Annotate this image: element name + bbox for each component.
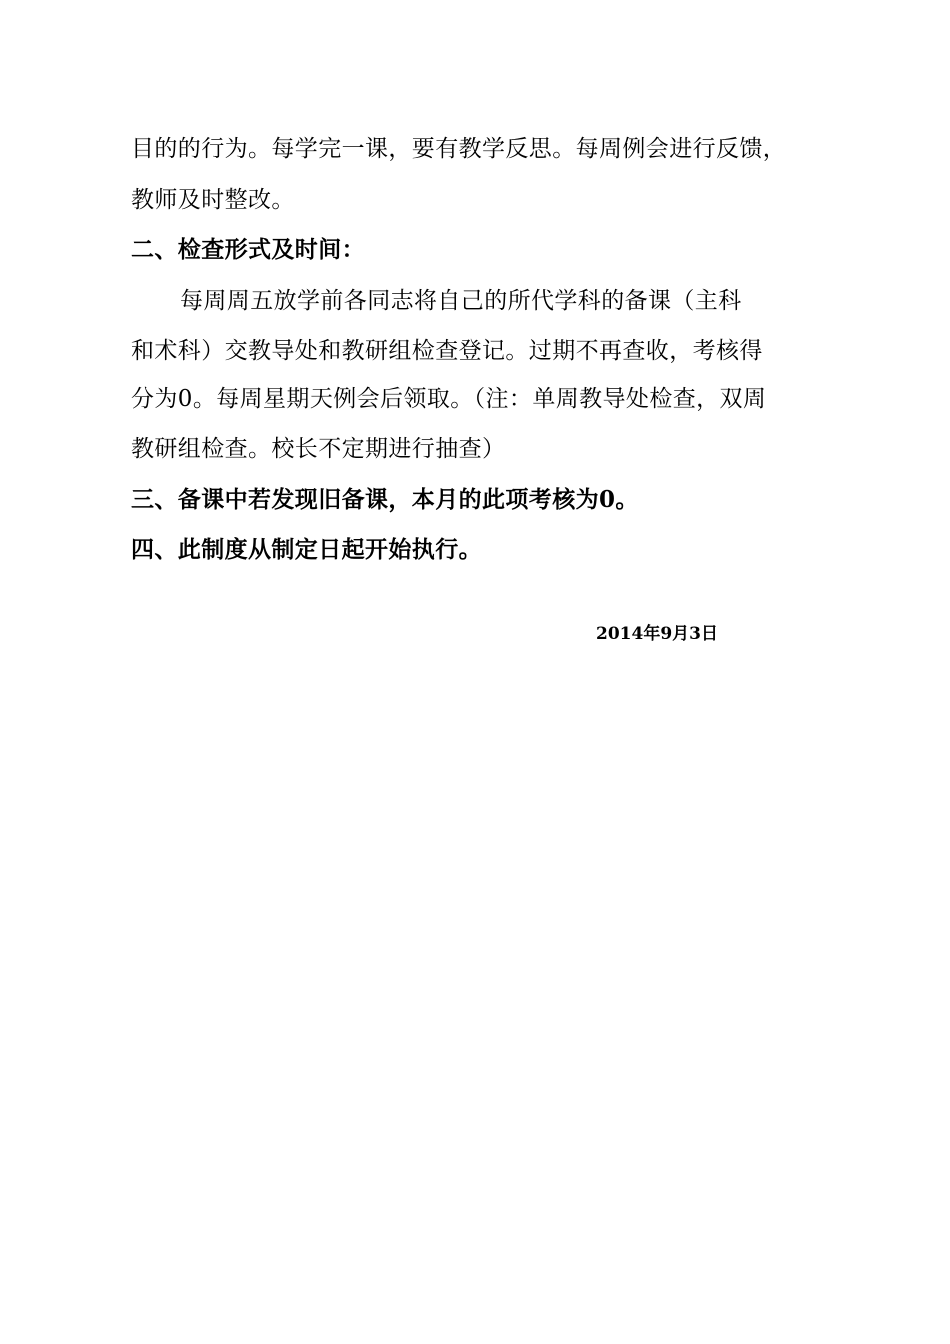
document-date: 2014年9月3日 <box>596 624 718 644</box>
paragraph-line: 教研组检查。校长不定期进行抽查） <box>131 436 506 462</box>
paragraph-line: 每周周五放学前各同志将自己的所代学科的备课（主科 <box>180 288 742 314</box>
section-heading-effective-date: 四、此制度从制定日起开始执行。 <box>131 536 482 563</box>
paragraph-line: 教师及时整改。 <box>131 187 295 213</box>
paragraph-line: 分为0。每周星期天例会后领取。（注：单周教导处检查，双周 <box>131 386 767 412</box>
section-heading-inspection: 二、检查形式及时间： <box>131 236 365 263</box>
section-heading-old-lesson-plans: 三、备课中若发现旧备课，本月的此项考核为0。 <box>131 486 639 513</box>
paragraph-line: 目的的行为。每学完一课，要有教学反思。每周例会进行反馈， <box>131 136 787 162</box>
paragraph-line: 和术科）交教导处和教研组检查登记。过期不再查收，考核得 <box>131 338 763 364</box>
